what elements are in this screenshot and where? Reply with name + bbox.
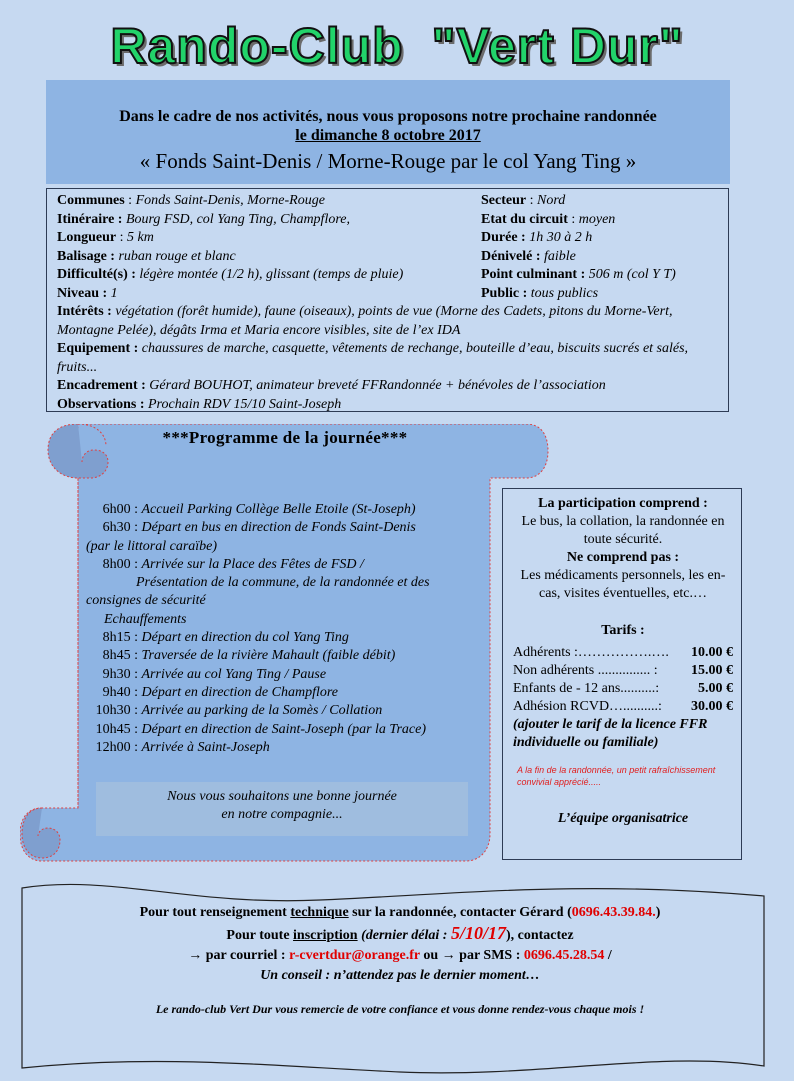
info-text: sur la randonnée, contacter Gérard ( <box>348 905 572 920</box>
participation-box <box>502 488 742 860</box>
balisage-label: Balisage : <box>57 248 115 264</box>
schedule-item <box>86 647 486 665</box>
schedule-note-text: Présentation de la commune, de la randonnée et des <box>136 575 430 591</box>
duree-label: Durée : <box>481 230 526 245</box>
info-line <box>40 903 760 923</box>
schedule-time: 8h45 : <box>102 648 138 664</box>
denivele-value: faible <box>543 248 576 264</box>
detail-row <box>57 285 720 304</box>
wish-line: Nous vous souhaitons une bonne journée <box>167 789 397 804</box>
etat-label: Etat du circuit <box>481 211 568 227</box>
schedule-item <box>86 684 486 702</box>
interets-value: végétation (forêt humide), faune (oiseaux), points de vue (Morne des Cadets, pitons du Morne-Vert, Montagne Pelée), dégâts Irma et Maria encore visibles, site de l’ex IDA <box>57 304 673 338</box>
duree-value: 1h 30 à 2 h <box>529 230 593 245</box>
insc-text: Pour toute <box>226 928 294 943</box>
organizers-signature: L’équipe organisatrice <box>557 811 689 826</box>
programme-title: ***Programme de la journée*** <box>162 428 408 447</box>
communes-label: Communes <box>57 193 125 208</box>
interets-label: Intérêts : <box>57 304 112 319</box>
insc-underlined: inscription <box>293 928 358 943</box>
tarif-label: Enfants de - 12 ans..........: <box>513 681 660 696</box>
sms-phone[interactable]: 0696.45.28.54 <box>523 948 605 963</box>
gerard-phone[interactable]: 0696.43.39.84. <box>571 905 656 920</box>
schedule-time: 6h00 : <box>102 502 138 517</box>
insc-text: ), contactez <box>505 928 574 943</box>
tarif-label: Adhésion RCVD…..........: <box>513 699 662 714</box>
schedule-text: Arrivée sur la Place des Fêtes de FSD / <box>141 556 364 572</box>
interets-row <box>57 303 720 340</box>
public-label: Public : <box>481 285 528 301</box>
schedule-text: Départ en direction du col Yang Ting <box>141 630 349 646</box>
email-link[interactable]: r-cvertdur@orange.fr <box>289 948 420 963</box>
schedule-note-text: (par le littoral caraïbe) <box>86 538 218 554</box>
schedule-note-text: Echauffements <box>104 611 187 627</box>
observations-row <box>57 396 720 415</box>
tarif-label: Adhérents :…………….…. <box>513 645 669 660</box>
intro-line: Dans le cadre de nos activités, nous vous proposons notre prochaine randonnée <box>119 108 657 125</box>
detail-row <box>57 248 720 267</box>
difficulte-label: Difficulté(s) : <box>57 267 136 282</box>
wish-box <box>96 782 468 836</box>
communes-value: Fonds Saint-Denis, Morne-Rouge <box>135 193 325 208</box>
contact-line <box>40 946 760 966</box>
niveau-label: Niveau : <box>57 285 108 301</box>
thanks-line: Le rando-club Vert Dur vous remercie de votre confiance et vous donne rendez-vous chaque mois ! <box>155 1002 645 1016</box>
hike-date <box>47 126 729 145</box>
etat-value: moyen <box>578 211 616 227</box>
schedule-item <box>86 501 486 519</box>
schedule-text: Départ en direction de Saint-Joseph (par la Trace) <box>141 721 426 737</box>
detail-row: Communes : Fonds Saint-Denis, Morne-Rouge Secteur : Nord <box>57 193 566 208</box>
club-title <box>0 18 794 74</box>
programme-schedule <box>86 501 486 757</box>
schedule-note <box>86 611 486 629</box>
secteur-label: Secteur <box>481 193 527 208</box>
tarifs-heading: Tarifs : <box>601 623 645 638</box>
tarif-row <box>513 680 733 698</box>
intro-box <box>46 80 730 184</box>
participation-includes: Le bus, la collation, la randonnée en toute sécurité. <box>521 514 725 547</box>
schedule-item <box>86 556 486 574</box>
schedule-note <box>86 592 486 610</box>
tarif-price: 5.00 € <box>698 681 733 696</box>
schedule-text: Arrivée au col Yang Ting / Pause <box>141 666 327 682</box>
info-text: ) <box>655 905 661 920</box>
hike-details <box>46 188 729 412</box>
schedule-text: Accueil Parking Collège Belle Etoile (St-Joseph) <box>141 502 416 517</box>
tarif-price: 30.00 € <box>691 699 733 714</box>
schedule-item <box>86 519 486 537</box>
schedule-text: Arrivée à Saint-Joseph <box>141 739 270 755</box>
mail-text: ou → par SMS : <box>419 948 524 963</box>
detail-row: Longueur : 5 km Durée : 1h 30 à 2 h <box>57 230 593 245</box>
schedule-item <box>86 721 486 739</box>
participation-heading: La participation comprend : <box>538 496 708 511</box>
schedule-time: 12h00 : <box>95 739 138 755</box>
schedule-time: 9h30 : <box>102 666 138 682</box>
secteur-value: Nord <box>536 193 566 208</box>
public-value: tous publics <box>530 285 599 301</box>
tarif-row <box>513 644 733 662</box>
info-text: Pour tout renseignement <box>139 905 291 920</box>
itineraire-value: Bourg FSD, col Yang Ting, Champflore, <box>125 211 350 227</box>
club-title-part1: Rando-Club <box>110 18 404 74</box>
itineraire-label: Itinéraire : <box>57 211 123 227</box>
schedule-time: 8h00 : <box>102 556 138 572</box>
deadline-date: 5/10/17 <box>450 923 506 943</box>
footer-contact <box>40 903 760 1019</box>
difficulte-value: légère montée (1/2 h), glissant (temps de pluie) <box>139 267 404 282</box>
detail-row <box>57 266 720 285</box>
licence-note: (ajouter le tarif de la licence FFR individuelle ou familiale) <box>513 717 708 750</box>
tarif-price: 15.00 € <box>691 663 733 678</box>
club-title-part2: "Vert Dur" <box>431 18 684 74</box>
excludes-heading: Ne comprend pas : <box>566 550 680 565</box>
wish-line: en notre compagnie... <box>221 807 343 822</box>
schedule-time: 9h40 : <box>102 684 138 700</box>
hike-route: « Fonds Saint-Denis / Morne-Rouge par le col Yang Ting » <box>139 149 637 173</box>
encadrement-row <box>57 377 720 396</box>
schedule-item <box>86 739 486 757</box>
observations-value: Prochain RDV 15/10 Saint-Joseph <box>148 396 342 412</box>
mail-text: / <box>604 948 612 963</box>
schedule-time: 10h30 : <box>95 703 138 719</box>
schedule-text: Départ en bus en direction de Fonds Saint-Denis <box>141 520 416 536</box>
schedule-time: 10h45 : <box>95 721 138 737</box>
refreshment-note: A la fin de la randonnée, un petit rafraîchissement convivial apprécié..... <box>517 765 716 787</box>
schedule-item <box>86 629 486 647</box>
tarif-label: Non adhérents ............... : <box>513 663 658 678</box>
tarif-row <box>513 662 733 680</box>
schedule-item <box>86 702 486 720</box>
tarif-price: 10.00 € <box>691 645 733 660</box>
equipement-value: chaussures de marche, casquette, vêtements de rechange, bouteille d’eau, biscuits sucrés et salés, fruits... <box>57 341 689 375</box>
encadrement-value: Gérard BOUHOT, animateur breveté FFRandonnée + bénévoles de l’association <box>149 378 606 393</box>
longueur-label: Longueur <box>57 230 117 245</box>
mail-text: → par courriel : <box>188 948 290 963</box>
schedule-note <box>86 574 486 592</box>
schedule-time: 6h30 : <box>102 520 138 536</box>
tarif-row <box>513 698 733 716</box>
schedule-note <box>86 538 486 556</box>
observations-label: Observations : <box>57 396 145 412</box>
schedule-note-text: consignes de sécurité <box>86 593 206 609</box>
denivele-label: Dénivelé : <box>481 248 541 264</box>
culminant-value: 506 m (col Y T) <box>588 267 676 282</box>
schedule-item <box>86 666 486 684</box>
equipement-row <box>57 340 720 377</box>
hike-date-text: le dimanche 8 octobre 2017 <box>295 127 481 144</box>
insc-text: (dernier délai : <box>357 928 451 943</box>
detail-row: Itinéraire : Bourg FSD, col Yang Ting, Champflore, Etat du circuit : moyen <box>57 211 616 227</box>
equipement-label: Equipement : <box>57 341 139 356</box>
longueur-value: 5 km <box>127 230 154 245</box>
culminant-label: Point culminant : <box>481 267 586 282</box>
schedule-text: Départ en direction de Champflore <box>141 684 338 700</box>
participation-excludes: Les médicaments personnels, les en-cas, visites éventuelles, etc.… <box>520 568 726 601</box>
balisage-value: ruban rouge et blanc <box>118 248 236 264</box>
info-technique: technique <box>290 905 349 920</box>
encadrement-label: Encadrement : <box>57 378 146 393</box>
schedule-text: Arrivée au parking de la Somès / Collation <box>141 703 383 719</box>
schedule-time: 8h15 : <box>102 630 138 646</box>
schedule-text: Traversée de la rivière Mahault (faible débit) <box>141 648 396 664</box>
niveau-value: 1 <box>110 285 118 301</box>
inscription-line <box>40 923 760 946</box>
advice-line: Un conseil : n’attendez pas le dernier moment… <box>260 968 540 983</box>
